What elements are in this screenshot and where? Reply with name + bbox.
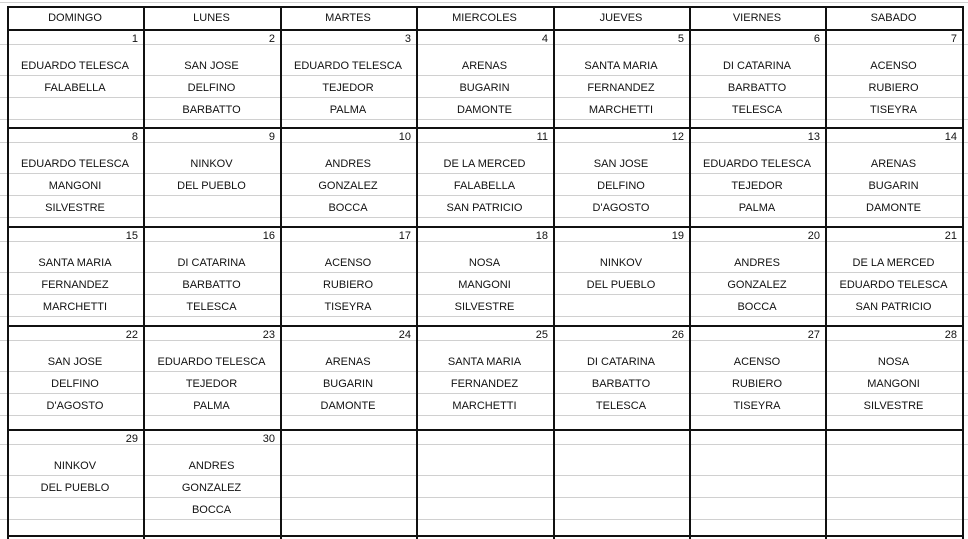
week-border <box>7 127 962 129</box>
assignee-name: RUBIERO <box>731 378 783 390</box>
day-number: 29 <box>125 433 138 445</box>
assignee-name: NOSA <box>877 356 910 368</box>
day-header: SABADO <box>870 12 917 24</box>
assignee-name: BARBATTO <box>591 378 651 390</box>
assignee-name: MANGONI <box>458 279 511 291</box>
assignee-name: BUGARIN <box>868 180 919 192</box>
day-number: 1 <box>131 33 138 45</box>
day-number: 6 <box>813 33 820 45</box>
assignee-name: TEJEDOR <box>185 378 238 390</box>
assignee-name: BOCCA <box>191 504 232 516</box>
day-header: LUNES <box>193 12 230 24</box>
day-number: 22 <box>125 329 138 341</box>
assignee-name: SILVESTRE <box>45 202 105 214</box>
week-border <box>7 325 962 327</box>
assignee-name: D'AGOSTO <box>46 400 104 412</box>
assignee-name: FALABELLA <box>44 82 106 94</box>
day-number: 26 <box>671 329 684 341</box>
assignee-name: TISEYRA <box>733 400 781 412</box>
day-header: VIERNES <box>732 12 782 24</box>
assignee-name: GONZALEZ <box>318 180 378 192</box>
assignee-name: EDUARDO TELESCA <box>21 158 129 170</box>
assignee-name: BOCCA <box>737 301 777 313</box>
assignee-name: BUGARIN <box>322 378 374 390</box>
assignee-name: DELFINO <box>597 180 645 192</box>
day-header: DOMINGO <box>48 12 102 24</box>
assignee-name: RUBIERO <box>868 82 919 94</box>
day-number: 16 <box>262 230 275 242</box>
day-number: 20 <box>807 230 820 242</box>
day-number: 17 <box>398 230 411 242</box>
assignee-name: ANDRES <box>188 460 235 472</box>
assignee-name: FALABELLA <box>453 180 516 192</box>
grid-line <box>0 272 968 273</box>
assignee-name: DEL PUEBLO <box>177 180 246 192</box>
assignee-name: ACENSO <box>733 356 781 368</box>
assignee-name: MARCHETTI <box>42 301 108 313</box>
day-header: JUEVES <box>599 12 643 24</box>
assignee-name: EDUARDO TELESCA <box>703 158 811 170</box>
assignee-name: DEL PUEBLO <box>586 279 656 291</box>
day-number: 7 <box>950 33 957 45</box>
assignee-name: NINKOV <box>190 158 233 170</box>
assignee-name: TISEYRA <box>324 301 372 313</box>
day-number: 25 <box>535 329 548 341</box>
assignee-name: SILVESTRE <box>454 301 515 313</box>
grid-line <box>0 97 968 98</box>
column-border <box>962 6 964 539</box>
assignee-name: MARCHETTI <box>452 400 517 412</box>
assignee-name: DE LA MERCED <box>443 158 526 170</box>
assignee-name: TEJEDOR <box>731 180 783 192</box>
assignee-name: DI CATARINA <box>177 257 246 269</box>
assignee-name: SILVESTRE <box>863 400 924 412</box>
day-number: 21 <box>944 230 957 242</box>
assignee-name: RUBIERO <box>322 279 374 291</box>
assignee-name: DAMONTE <box>320 400 376 412</box>
assignee-name: DAMONTE <box>457 104 512 116</box>
assignee-name: PALMA <box>193 400 230 412</box>
grid-line <box>0 393 968 394</box>
assignee-name: ARENAS <box>461 60 508 72</box>
assignee-name: DE LA MERCED <box>852 257 935 269</box>
week-border <box>7 429 962 431</box>
week-border <box>7 226 962 228</box>
grid-line <box>0 294 968 295</box>
header-top-border <box>7 6 962 8</box>
assignee-name: SANTA MARIA <box>584 60 658 72</box>
assignee-name: DAMONTE <box>866 202 921 214</box>
assignee-name: SAN PATRICIO <box>446 202 523 214</box>
assignee-name: SANTA MARIA <box>38 257 112 269</box>
assignee-name: PALMA <box>329 104 367 116</box>
day-number: 5 <box>677 33 684 45</box>
grid-line <box>0 2 968 3</box>
day-number: 27 <box>807 329 820 341</box>
grid-line <box>0 316 968 317</box>
assignee-name: BARBATTO <box>727 82 787 94</box>
assignee-name: TELESCA <box>731 104 783 116</box>
day-number: 19 <box>671 230 684 242</box>
grid-line <box>0 371 968 372</box>
grid-line <box>0 195 968 196</box>
assignee-name: SAN JOSE <box>184 60 239 72</box>
day-number: 3 <box>404 33 411 45</box>
day-number: 15 <box>125 230 138 242</box>
assignee-name: EDUARDO TELESCA <box>839 279 948 291</box>
assignee-name: TELESCA <box>595 400 647 412</box>
assignee-name: DI CATARINA <box>722 60 792 72</box>
assignee-name: DELFINO <box>51 378 99 390</box>
assignee-name: SAN JOSE <box>47 356 103 368</box>
assignee-name: DEL PUEBLO <box>40 482 110 494</box>
assignee-name: TEJEDOR <box>322 82 374 94</box>
bottom-border <box>7 535 962 537</box>
grid-line <box>0 119 968 120</box>
assignee-name: FERNANDEZ <box>587 82 655 94</box>
assignee-name: DI CATARINA <box>586 356 656 368</box>
assignee-name: NINKOV <box>599 257 643 269</box>
assignee-name: ACENSO <box>870 60 917 72</box>
assignee-name: ARENAS <box>325 356 371 368</box>
assignee-name: NOSA <box>468 257 501 269</box>
assignee-name: SANTA MARIA <box>447 356 522 368</box>
day-number: 18 <box>535 230 548 242</box>
day-number: 14 <box>944 131 957 143</box>
assignee-name: ARENAS <box>870 158 917 170</box>
grid-line <box>0 497 968 498</box>
assignee-name: ANDRES <box>734 257 780 269</box>
day-number: 28 <box>944 329 957 341</box>
day-number: 8 <box>131 131 138 143</box>
assignee-name: D'AGOSTO <box>592 202 650 214</box>
assignee-name: BOCCA <box>328 202 368 214</box>
assignee-name: SAN JOSE <box>593 158 649 170</box>
day-number: 11 <box>536 131 548 143</box>
day-header: MIERCOLES <box>452 12 517 24</box>
day-number: 2 <box>268 33 275 45</box>
assignee-name: DELFINO <box>187 82 236 94</box>
day-number: 13 <box>807 131 820 143</box>
assignee-name: BARBATTO <box>182 104 241 116</box>
assignee-name: MANGONI <box>867 378 920 390</box>
grid-line <box>0 173 968 174</box>
assignee-name: SAN PATRICIO <box>855 301 932 313</box>
grid-line <box>0 217 968 218</box>
grid-line <box>0 75 968 76</box>
assignee-name: PALMA <box>738 202 776 214</box>
assignee-name: ACENSO <box>324 257 372 269</box>
assignee-name: GONZALEZ <box>181 482 242 494</box>
day-number: 10 <box>398 131 411 143</box>
assignee-name: BUGARIN <box>459 82 510 94</box>
grid-line <box>0 519 968 520</box>
grid-line <box>0 415 968 416</box>
assignee-name: BARBATTO <box>182 279 241 291</box>
assignee-name: FERNANDEZ <box>41 279 109 291</box>
grid-line <box>0 475 968 476</box>
assignee-name: EDUARDO TELESCA <box>21 60 129 72</box>
day-number: 4 <box>541 33 548 45</box>
assignee-name: EDUARDO TELESCA <box>157 356 266 368</box>
assignee-name: NINKOV <box>53 460 97 472</box>
day-number: 30 <box>262 433 275 445</box>
day-number: 23 <box>262 329 275 341</box>
day-header: MARTES <box>325 12 371 24</box>
assignee-name: GONZALEZ <box>727 279 787 291</box>
day-number: 24 <box>398 329 411 341</box>
assignee-name: TELESCA <box>186 301 237 313</box>
day-number: 12 <box>671 131 684 143</box>
day-number: 9 <box>268 131 275 143</box>
assignee-name: ANDRES <box>325 158 371 170</box>
week-border <box>7 29 962 31</box>
assignee-name: FERNANDEZ <box>450 378 519 390</box>
assignee-name: EDUARDO TELESCA <box>294 60 402 72</box>
assignee-name: MARCHETTI <box>588 104 654 116</box>
assignee-name: TISEYRA <box>869 104 918 116</box>
assignee-name: MANGONI <box>48 180 102 192</box>
